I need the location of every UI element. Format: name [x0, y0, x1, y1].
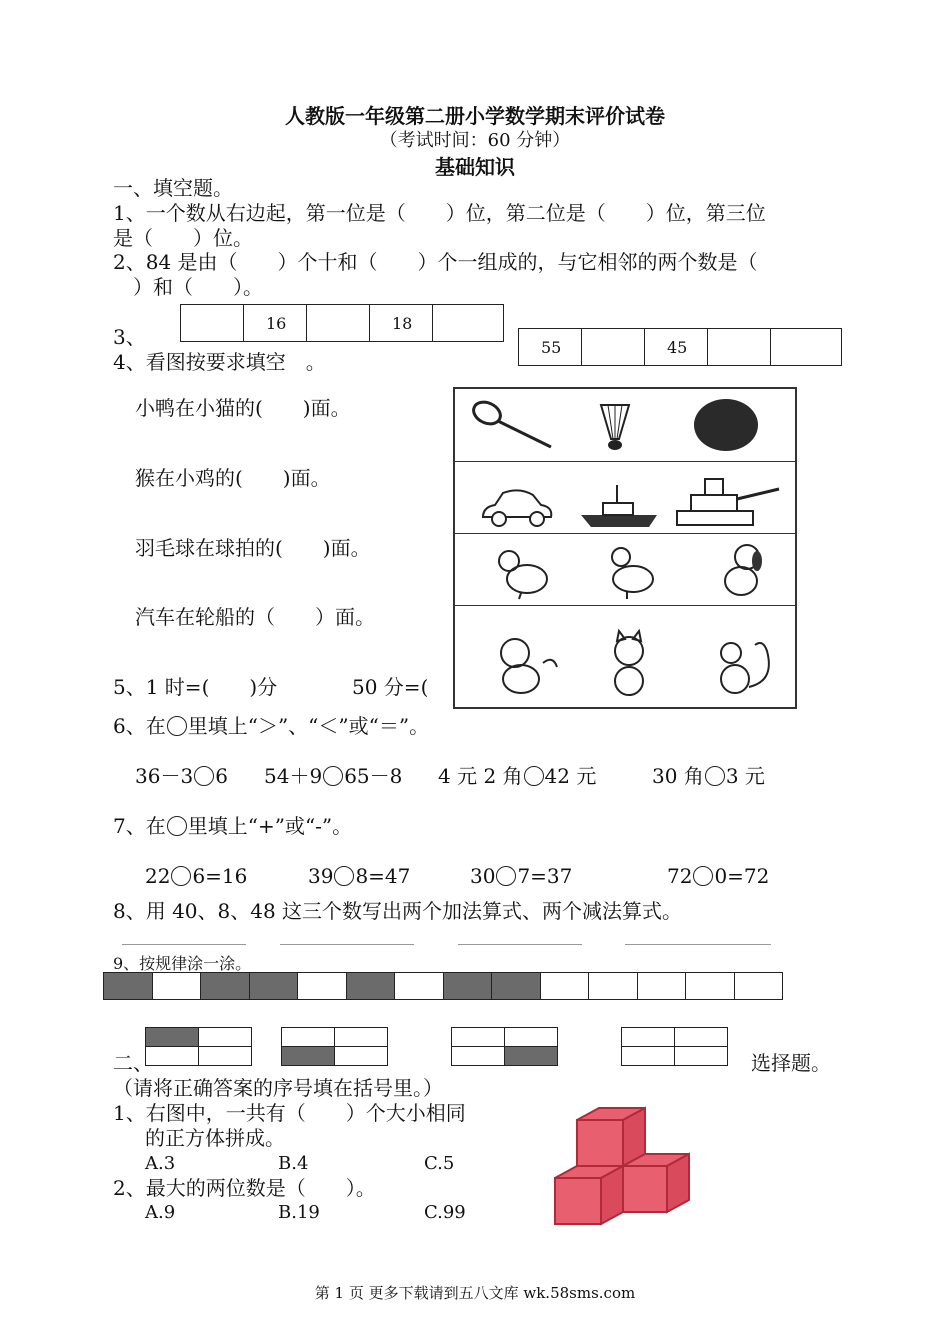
part2-instruction: （请将正确答案的序号填在括号里。） — [113, 1076, 443, 1100]
seq1-cell[interactable] — [307, 305, 370, 342]
q7-item — [470, 864, 572, 889]
q6-item — [652, 764, 765, 789]
q7-item — [308, 864, 410, 889]
grid-cell — [146, 1028, 199, 1047]
pattern-cell — [492, 973, 541, 999]
squirrel-icon — [711, 631, 777, 701]
position-picture — [453, 387, 797, 709]
answer-line[interactable] — [458, 944, 582, 945]
q7-left: 22 — [145, 864, 171, 888]
pattern-cell — [347, 973, 396, 999]
ball-icon — [691, 397, 761, 455]
q6-right: 65－8 — [344, 764, 403, 788]
answer-circle[interactable] — [705, 766, 725, 786]
pattern-cell[interactable] — [589, 973, 638, 999]
q6-item — [438, 764, 596, 789]
q4-item: 羽毛球在球拍的( )面。 — [135, 536, 371, 560]
pattern-cell — [104, 973, 153, 999]
q6-left: 4 元 2 角 — [438, 764, 523, 788]
answer-line[interactable] — [625, 944, 771, 945]
option[interactable]: C.5 — [424, 1153, 455, 1174]
ship-icon — [579, 481, 661, 531]
question-5a: 5、1 时=( )分 — [113, 675, 278, 699]
question-2-line2: ）和（ ）。 — [113, 275, 263, 299]
question-7-label — [113, 814, 352, 839]
option[interactable]: A.3 — [145, 1153, 176, 1174]
option[interactable]: A.9 — [145, 1202, 176, 1223]
question-1-line2: 是（ ）位。 — [113, 226, 253, 250]
pattern-cell — [201, 973, 250, 999]
seq2-cell[interactable] — [582, 329, 645, 366]
q4-item: 汽车在轮船的（ ）面。 — [135, 605, 375, 629]
tank-icon — [671, 469, 783, 533]
grid-cell[interactable] — [335, 1028, 388, 1047]
question-2-line1: 2、84 是由（ ）个十和（ ）个一组成的，与它相邻的两个数是（ — [113, 250, 758, 274]
page-footer: 第 1 页 更多下载请到五八文库 wk.58sms.com — [314, 1284, 636, 1302]
racket-icon — [465, 397, 555, 453]
question-1-line1: 1、一个数从右边起，第一位是（ ）位，第二位是（ ）位，第三位 — [113, 201, 766, 225]
q6-label-a: 6、在 — [113, 714, 166, 738]
pattern-strip — [103, 972, 783, 1000]
option[interactable]: C.99 — [424, 1202, 466, 1223]
picture-row-vehicles — [455, 461, 795, 534]
answer-circle[interactable] — [524, 766, 544, 786]
seq1-cell[interactable] — [433, 305, 504, 342]
q6-left: 36－3 — [135, 764, 194, 788]
cube-stack-figure — [553, 1106, 693, 1228]
seq2-cell: 45 — [645, 329, 708, 366]
grid-cell[interactable] — [675, 1028, 728, 1047]
duck-icon — [605, 543, 659, 601]
car-icon — [479, 485, 555, 531]
seq1-cell: 16 — [244, 305, 307, 342]
cube-left — [555, 1166, 623, 1224]
grid-cell — [505, 1047, 558, 1066]
answer-circle[interactable] — [693, 866, 713, 886]
part1-heading: 一、填空题。 — [113, 176, 233, 200]
answer-circle[interactable] — [334, 866, 354, 886]
p2-question-2: 2、最大的两位数是（ ）。 — [113, 1176, 376, 1200]
cube-right — [623, 1154, 689, 1212]
q7-label-b: 里填上“+”或“-”。 — [187, 814, 353, 838]
q6-item — [264, 764, 402, 789]
pattern-cell[interactable] — [395, 973, 444, 999]
q7-right: 7=37 — [517, 864, 573, 888]
pattern-cell — [444, 973, 493, 999]
option[interactable]: B.4 — [278, 1153, 309, 1174]
grid-cell[interactable] — [622, 1047, 675, 1066]
seq1-cell: 18 — [370, 305, 433, 342]
question-8: 8、用 40、8、48 这三个数写出两个加法算式、两个减法算式。 — [113, 899, 683, 923]
q7-label-a: 7、在 — [113, 814, 166, 838]
small-grid — [281, 1027, 388, 1066]
grid-cell[interactable] — [505, 1028, 558, 1047]
q6-right: 3 元 — [725, 764, 765, 788]
q6-label-b: 里填上“＞”、“＜”或“＝”。 — [187, 714, 430, 738]
question-3-label: 3、 — [113, 325, 146, 349]
dog-icon — [713, 541, 773, 601]
p2-question-1-line2: 的正方体拼成。 — [145, 1126, 285, 1150]
q7-left: 30 — [470, 864, 496, 888]
cat-icon — [601, 629, 657, 699]
question-4-label: 4、看图按要求填空 。 — [113, 350, 326, 374]
q6-right: 6 — [215, 764, 228, 788]
seq2-cell: 55 — [519, 329, 582, 366]
picture-row-sports — [455, 389, 795, 462]
part2-heading: 选择题。 — [751, 1051, 831, 1075]
grid-cell[interactable] — [199, 1028, 252, 1047]
grid-cell[interactable] — [452, 1028, 505, 1047]
q4-item: 小鸭在小猫的( )面。 — [135, 396, 351, 420]
seq2-cell[interactable] — [771, 329, 842, 366]
q6-item — [135, 764, 228, 789]
part2-heading-prefix: 二、 — [113, 1051, 153, 1075]
small-grid — [621, 1027, 728, 1066]
grid-cell[interactable] — [335, 1047, 388, 1066]
answer-line[interactable] — [122, 944, 246, 945]
pattern-cell[interactable] — [153, 973, 202, 999]
page-title: 人教版一年级第二册小学数学期末评价试卷 — [285, 104, 665, 128]
grid-cell[interactable] — [199, 1047, 252, 1066]
q7-left: 39 — [308, 864, 334, 888]
pattern-cell[interactable] — [686, 973, 735, 999]
pattern-cell[interactable] — [541, 973, 590, 999]
grid-cell[interactable] — [146, 1047, 199, 1066]
q7-right: 6=16 — [192, 864, 248, 888]
question-9: 9、按规律涂一涂。 — [113, 954, 252, 973]
seq2-cell[interactable] — [708, 329, 771, 366]
pattern-cell[interactable] — [298, 973, 347, 999]
grid-cell[interactable] — [282, 1028, 335, 1047]
answer-circle[interactable] — [496, 866, 516, 886]
answer-circle[interactable] — [323, 766, 343, 786]
circle-icon — [167, 716, 187, 736]
shuttlecock-icon — [595, 401, 635, 453]
small-grid — [145, 1027, 252, 1066]
grid-cell[interactable] — [675, 1047, 728, 1066]
grid-cell[interactable] — [622, 1028, 675, 1047]
pattern-cell[interactable] — [735, 973, 783, 999]
q7-right: 0=72 — [714, 864, 770, 888]
grid-cell — [282, 1047, 335, 1066]
q6-left: 54＋9 — [264, 764, 323, 788]
grid-cell[interactable] — [452, 1047, 505, 1066]
pattern-cell[interactable] — [638, 973, 687, 999]
small-grid — [451, 1027, 558, 1066]
q7-item — [667, 864, 769, 889]
p2-question-1-line1: 1、右图中，一共有（ ）个大小相同 — [113, 1101, 466, 1125]
answer-circle[interactable] — [171, 866, 191, 886]
chick-icon — [491, 545, 553, 601]
question-6-label — [113, 714, 429, 739]
q7-right: 8=47 — [355, 864, 411, 888]
picture-row-birds — [455, 533, 795, 606]
exam-duration: （考试时间：60 分钟） — [379, 130, 571, 151]
sequence-table-1 — [180, 304, 504, 342]
sequence-table-2 — [518, 328, 842, 366]
cube-top — [577, 1108, 645, 1166]
q6-right: 42 元 — [544, 764, 597, 788]
circle-icon — [167, 816, 187, 836]
question-5b: 50 分=( — [352, 675, 429, 699]
monkey-icon — [491, 633, 561, 697]
seq1-cell[interactable] — [181, 305, 244, 342]
picture-row-animals — [455, 605, 795, 705]
answer-circle[interactable] — [194, 766, 214, 786]
q4-item: 猴在小鸡的( )面。 — [135, 466, 331, 490]
section-label: 基础知识 — [435, 155, 515, 179]
q6-left: 30 角 — [652, 764, 704, 788]
q7-item — [145, 864, 247, 889]
answer-line[interactable] — [280, 944, 414, 945]
pattern-cell — [250, 973, 299, 999]
option[interactable]: B.19 — [278, 1202, 320, 1223]
q7-left: 72 — [667, 864, 693, 888]
